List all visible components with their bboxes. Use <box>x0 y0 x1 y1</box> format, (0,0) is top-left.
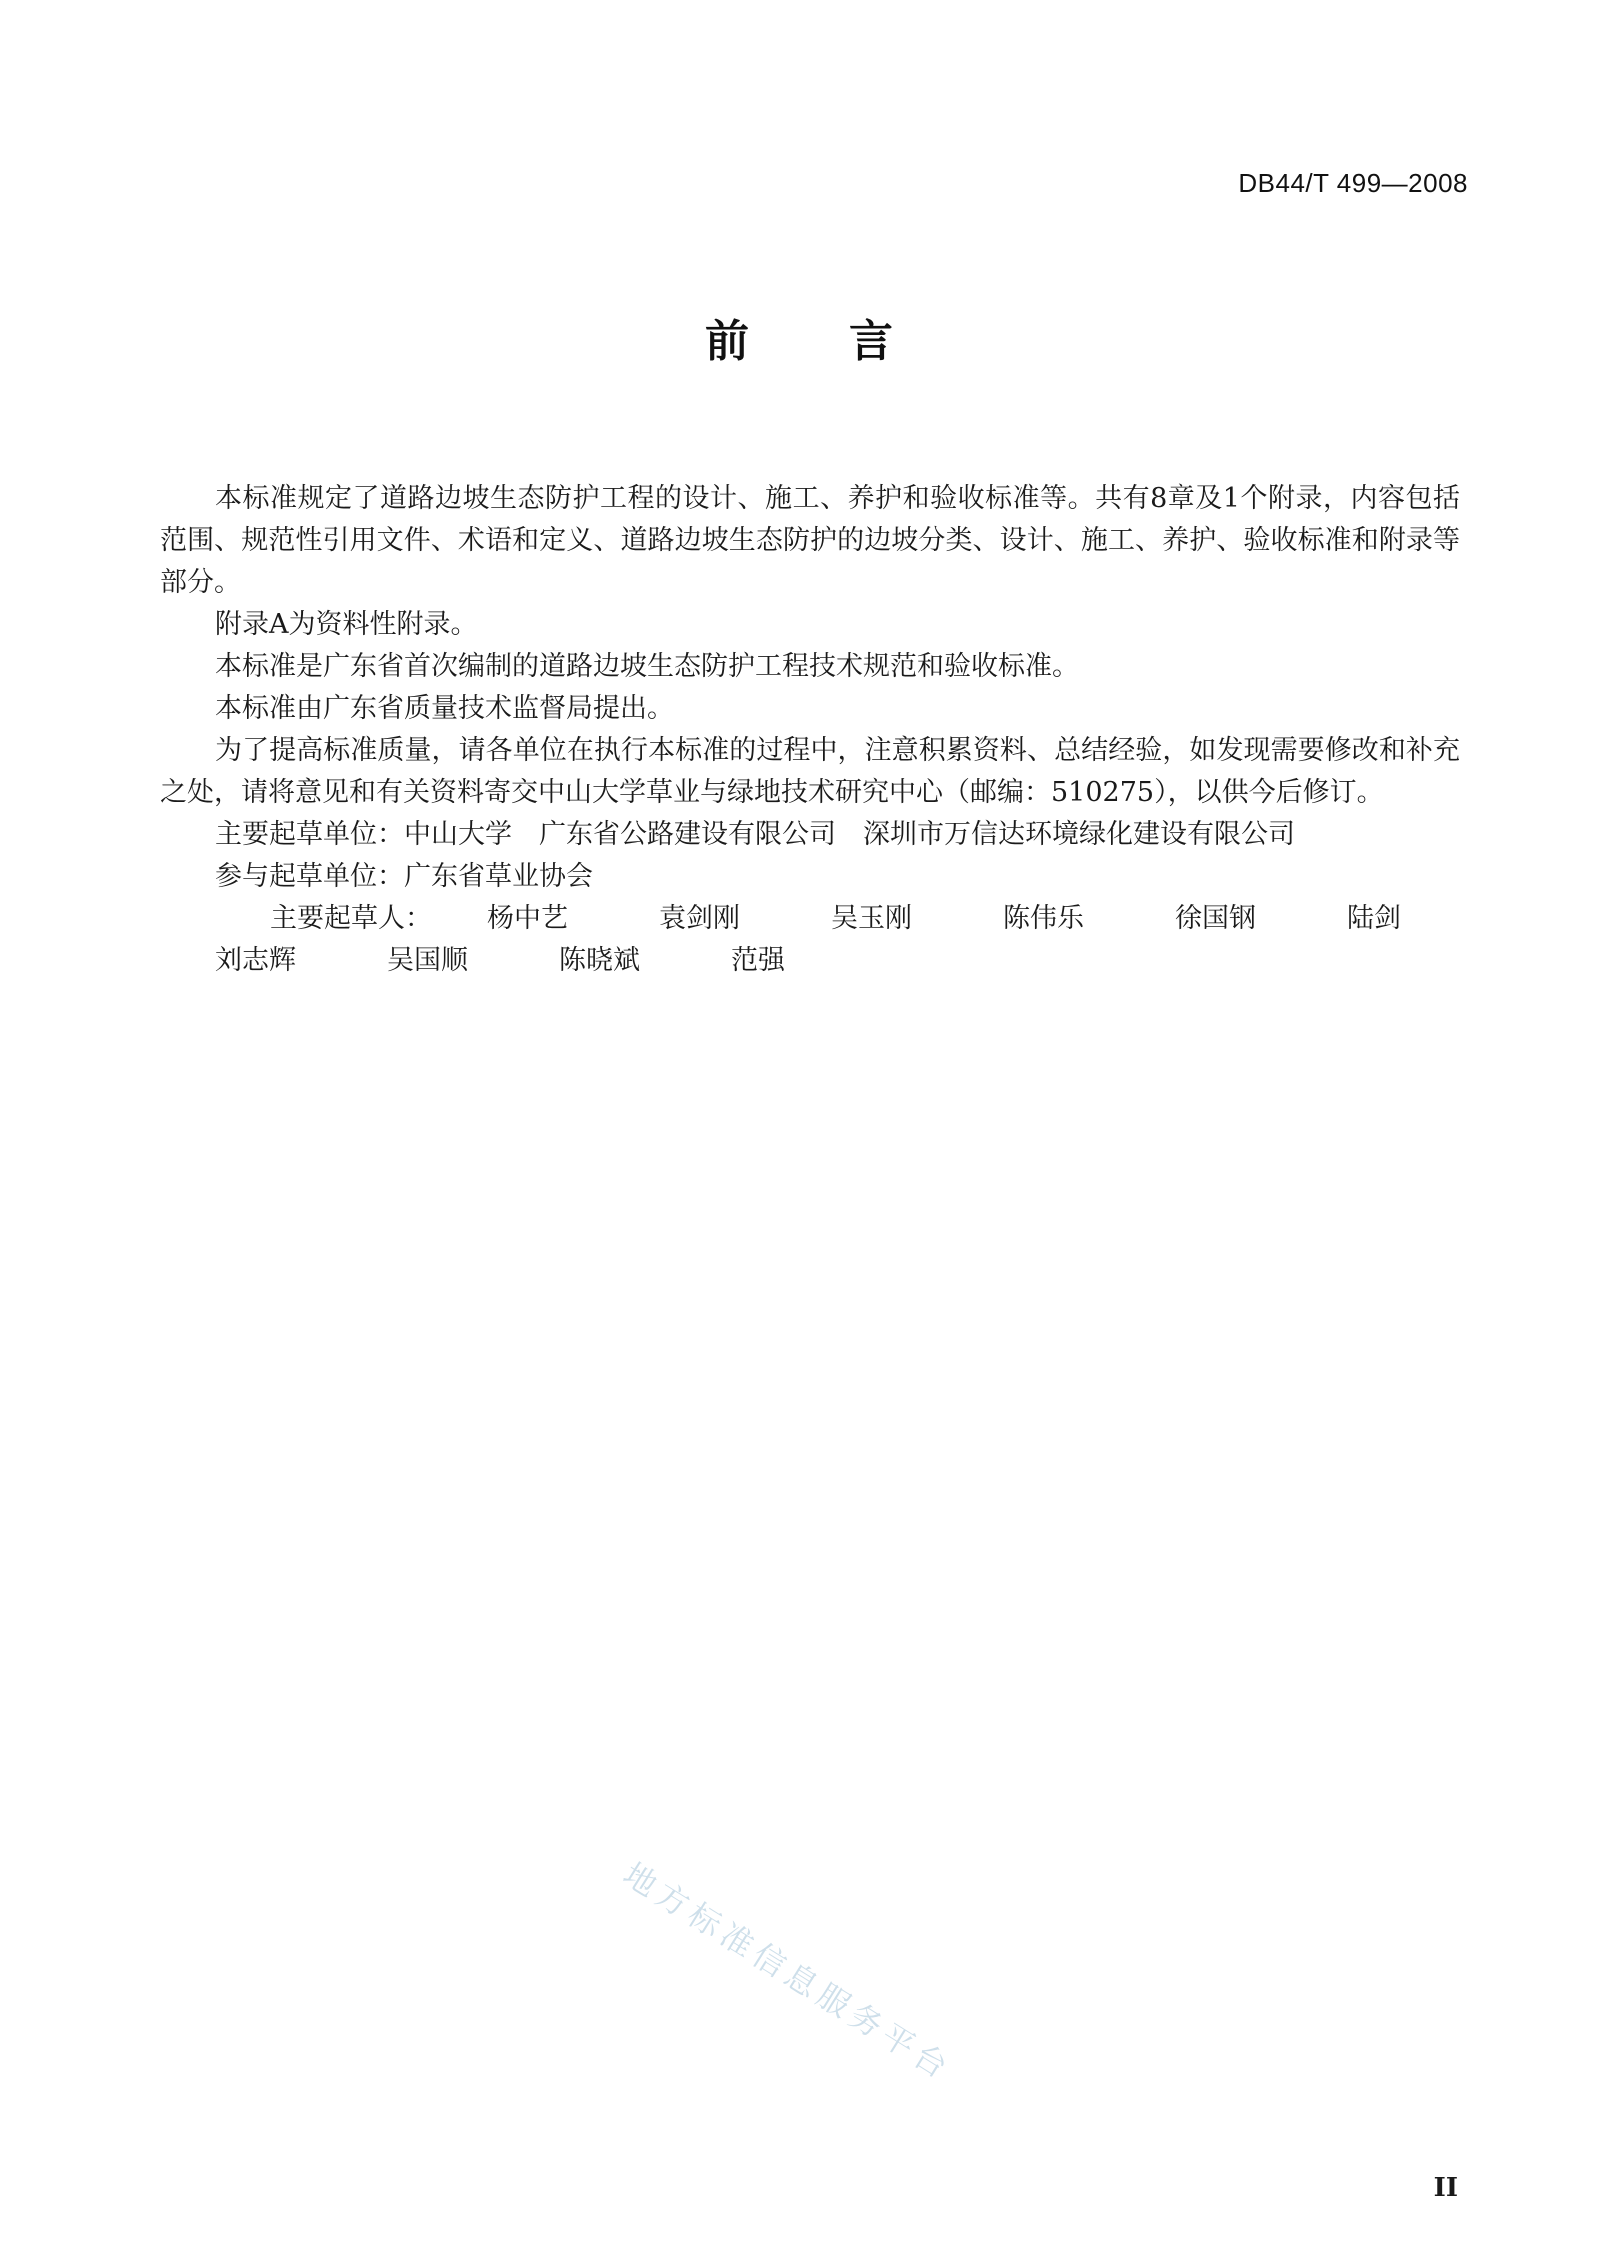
page-number: II <box>1433 2173 1458 2203</box>
document-code: DB44/T 499—2008 <box>1238 168 1468 198</box>
paragraph-feedback: 为了提高标准质量，请各单位在执行本标准的过程中，注意积累资料、总结经验，如发现需要修改和补充之处，请将意见和有关资料寄交中山大学草业与绿地技术研究中心（邮编：510275），以供今后修订。 <box>160 735 1460 808</box>
drafter-name: 刘志辉 <box>215 945 296 976</box>
page-title: 前言 <box>705 316 993 367</box>
drafter-name: 徐国钢 <box>1175 903 1256 934</box>
drafter-name: 袁剑刚 <box>659 903 740 934</box>
drafter-name: 范强 <box>731 945 785 976</box>
drafter-name: 陈伟乐 <box>1003 903 1084 934</box>
drafter-name: 吴国顺 <box>387 945 468 976</box>
paragraph-participating-units: 参与起草单位：广东省草业协会 <box>215 861 593 892</box>
paragraph-drafters <box>160 898 1460 982</box>
paragraph-appendix: 附录A为资料性附录。 <box>215 609 478 640</box>
drafter-name: 吴玉刚 <box>831 903 912 934</box>
watermark: 地方标准信息服务平台 <box>616 1855 960 2089</box>
foreword-body <box>160 478 1460 982</box>
paragraph-first-edition: 本标准是广东省首次编制的道路边坡生态防护工程技术规范和验收标准。 <box>215 651 1079 682</box>
drafter-name: 陆剑 <box>1347 903 1401 934</box>
paragraph-proposer: 本标准由广东省质量技术监督局提出。 <box>215 693 674 724</box>
drafters-label: 主要起草人： <box>270 903 432 934</box>
drafter-name: 陈晓斌 <box>559 945 640 976</box>
drafter-name: 杨中艺 <box>487 903 568 934</box>
paragraph-scope: 本标准规定了道路边坡生态防护工程的设计、施工、养护和验收标准等。共有8章及1个附录，内容包括范围、规范性引用文件、术语和定义、道路边坡生态防护的边坡分类、设计、施工、养护、验收标准和附录等部分。 <box>160 483 1460 598</box>
paragraph-drafting-units: 主要起草单位：中山大学 广东省公路建设有限公司 深圳市万信达环境绿化建设有限公司 <box>215 819 1295 850</box>
